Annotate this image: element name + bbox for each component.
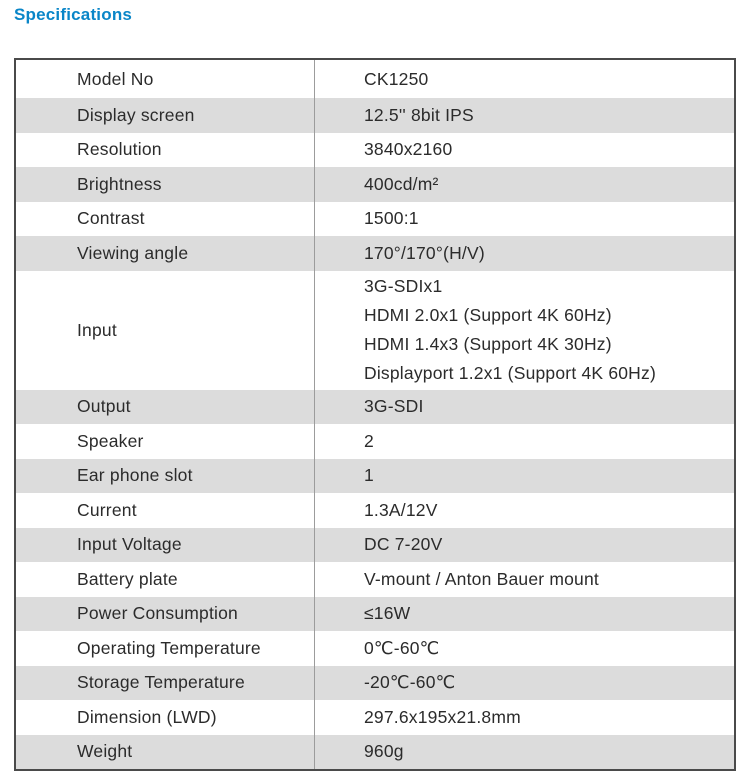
spec-value — [315, 735, 734, 770]
table-row — [16, 631, 734, 666]
spec-value — [315, 98, 734, 133]
spec-label: Speaker — [16, 424, 315, 459]
spec-value-line: DC 7-20V — [364, 534, 443, 555]
spec-label: Operating Temperature — [16, 631, 315, 666]
spec-value — [315, 528, 734, 563]
spec-value-line: Displayport 1.2x1 (Support 4K 60Hz) — [364, 362, 656, 383]
spec-value — [315, 562, 734, 597]
spec-value-line: HDMI 1.4x3 (Support 4K 30Hz) — [364, 333, 612, 354]
spec-label: Power Consumption — [16, 597, 315, 632]
spec-value-line: 2 — [364, 430, 374, 451]
spec-value-line: V-mount / Anton Bauer mount — [364, 568, 599, 589]
table-row — [16, 271, 734, 390]
table-row — [16, 133, 734, 168]
spec-label: Display screen — [16, 98, 315, 133]
spec-value — [315, 271, 734, 390]
spec-label: Brightness — [16, 167, 315, 202]
spec-value-line: 12.5'' 8bit IPS — [364, 104, 474, 125]
spec-value-line: CK1250 — [364, 68, 429, 89]
spec-label: Input Voltage — [16, 528, 315, 563]
spec-value-line: 960g — [364, 741, 404, 762]
spec-value-line: 297.6x195x21.8mm — [364, 706, 521, 727]
spec-value — [315, 60, 734, 98]
spec-label: Output — [16, 390, 315, 425]
spec-value — [315, 666, 734, 701]
spec-label: Dimension (LWD) — [16, 700, 315, 735]
table-row — [16, 493, 734, 528]
table-row — [16, 700, 734, 735]
spec-label: Contrast — [16, 202, 315, 237]
table-row — [16, 236, 734, 271]
spec-value-line: 0℃-60℃ — [364, 637, 440, 658]
spec-value-line: ≤16W — [364, 603, 411, 624]
spec-value — [315, 236, 734, 271]
table-row — [16, 390, 734, 425]
spec-table — [14, 58, 736, 771]
spec-value — [315, 167, 734, 202]
spec-value — [315, 390, 734, 425]
spec-label: Battery plate — [16, 562, 315, 597]
table-row — [16, 424, 734, 459]
spec-label: Input — [16, 271, 315, 390]
spec-value — [315, 700, 734, 735]
spec-value-line: 170°/170°(H/V) — [364, 242, 485, 263]
spec-value-line: 3G-SDI — [364, 396, 424, 417]
spec-value-line: -20℃-60℃ — [364, 672, 456, 693]
table-row — [16, 459, 734, 494]
spec-value — [315, 459, 734, 494]
spec-label: Viewing angle — [16, 236, 315, 271]
spec-value-line: 1.3A/12V — [364, 499, 438, 520]
spec-value — [315, 424, 734, 459]
spec-label: Current — [16, 493, 315, 528]
table-row — [16, 202, 734, 237]
spec-label: Resolution — [16, 133, 315, 168]
table-row — [16, 735, 734, 770]
spec-value-line: HDMI 2.0x1 (Support 4K 60Hz) — [364, 304, 612, 325]
table-row — [16, 98, 734, 133]
table-row — [16, 666, 734, 701]
spec-value — [315, 597, 734, 632]
spec-value-line: 1500:1 — [364, 208, 419, 229]
spec-label: Ear phone slot — [16, 459, 315, 494]
spec-label: Storage Temperature — [16, 666, 315, 701]
spec-label: Model No — [16, 60, 315, 98]
spec-value-line: 3840x2160 — [364, 139, 453, 160]
table-row — [16, 597, 734, 632]
spec-label: Weight — [16, 735, 315, 770]
table-row — [16, 167, 734, 202]
spec-value — [315, 631, 734, 666]
spec-value — [315, 202, 734, 237]
spec-value — [315, 133, 734, 168]
spec-value — [315, 493, 734, 528]
table-row — [16, 60, 734, 98]
spec-value-line: 1 — [364, 465, 374, 486]
spec-value-line: 3G-SDIx1 — [364, 275, 443, 296]
table-row — [16, 562, 734, 597]
spec-value-line: 400cd/m² — [364, 173, 439, 194]
page-title: Specifications — [14, 5, 133, 24]
table-row — [16, 528, 734, 563]
